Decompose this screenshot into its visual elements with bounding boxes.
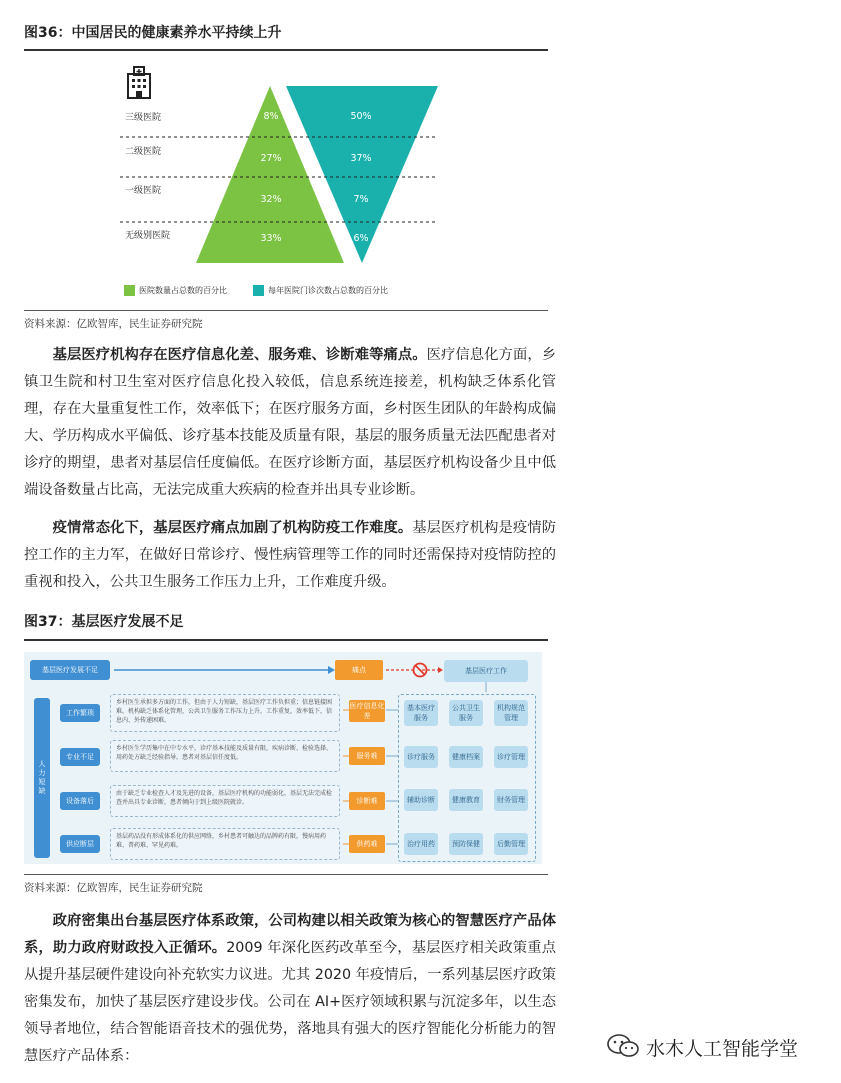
work-item-box: 诊疗服务 (404, 746, 438, 768)
figure-37-diagram (24, 652, 542, 864)
work-item-box: 财务管理 (494, 789, 528, 811)
figure-36-bottom-rule (24, 310, 548, 311)
figure-37-top-rule (24, 639, 548, 641)
paragraph-policy (24, 908, 556, 1070)
wechat-icon (606, 1032, 640, 1060)
level-label: 二级医院 (125, 147, 162, 157)
pain-point-box: 痛点 (335, 660, 383, 680)
legend-swatch-hospital (124, 285, 135, 296)
work-item-box: 辅助诊断 (404, 789, 438, 811)
figure-36-top-rule (24, 49, 548, 51)
paragraph-body: 基层医疗机构是疫情防控工作的主力军，在做好日常诊疗、慢性病管理等工作的同时还需保持对疫情防控的重视和投入，公共卫生服务工作压力上升，工作难度升级。 (24, 520, 557, 590)
cause-description: 乡村医生承担多方面的工作，但由于人力短缺，基层医疗工作负担重；信息链接困难，机构缺乏体系化管理，公共卫生服务工作压力上升，工作重复，效率低下，信息内、外传递困难。 (110, 694, 340, 732)
work-item-box: 后勤管理 (494, 833, 528, 855)
work-item-box: 健康档案 (449, 746, 483, 768)
hospital-pct-label: 27% (260, 153, 282, 164)
visit-pct-label: 7% (353, 194, 369, 205)
level-label: 三级医院 (125, 113, 162, 123)
legend-label-hospital: 医院数量占总数的百分比 (139, 286, 227, 295)
paragraph-lead: 政府密集出台基层医疗体系政策，公司构建以相关政策为核心的智慧医疗产品体系，助力政府财政投入正循环。 (24, 913, 556, 956)
visit-pct-label: 50% (350, 111, 372, 122)
result-box: 供药难 (349, 835, 385, 853)
cause-box: 设备落后 (60, 792, 100, 810)
hospital-pct-label: 8% (263, 111, 279, 122)
paragraph-info-gap (24, 342, 556, 504)
result-box: 诊断难 (349, 792, 385, 810)
work-item-box: 诊疗管理 (494, 746, 528, 768)
hospital-pct-label: 32% (260, 194, 282, 205)
cause-description: 由于缺乏专业检查人才及先进的设备，基层医疗机构的功能弱化，基层无法完成检查并出具专业诊断，患者倾向于到上级医院就诊。 (110, 785, 340, 817)
figure-37-source: 资料来源：亿欧智库，民生证券研究院 (24, 882, 203, 894)
watermark-text: 水木人工智能学堂 (646, 1038, 799, 1060)
legend-label-visits: 每年医院门诊次数占总数的百分比 (268, 286, 388, 295)
work-item-box: 健康教育 (449, 789, 483, 811)
cause-box: 供应断层 (60, 835, 100, 853)
work-category-box: 机构规范管理 (494, 700, 528, 726)
paragraph-lead: 基层医疗机构存在医疗信息化差、服务难、诊断难等痛点。 (52, 347, 427, 363)
visit-pct-label: 37% (350, 153, 372, 164)
cause-description: 基层药品没有形成体系化的供应网络，乡村患者可触达的品牌药有限，慢病用药难、普药难、罕见药难。 (110, 828, 340, 860)
hospital-pct-label: 33% (260, 233, 282, 244)
work-category-box: 公共卫生服务 (449, 700, 483, 726)
work-category-box: 基本医疗服务 (404, 700, 438, 726)
paragraph-body: 医疗信息化方面，乡镇卫生院和村卫生室对医疗信息化投入较低，信息系统连接差，机构缺乏体系化管理，存在大量重复性工作，效率低下；在医疗服务方面，乡村医生团队的年龄构成偏大、学历构成水平偏低、诊疗基本技能及质量有限，基层的服务质量无法匹配患者对诊疗的期望，患者对基层信任度偏低。在医疗诊断方面，基层医疗机构设备少且中低端设备数量占比高，无法完成重大疾病的检查并出具专业诊断。 (24, 347, 557, 498)
figure-36-source: 资料来源：亿欧智库，民生证券研究院 (24, 318, 203, 330)
work-item-box: 治疗用药 (404, 833, 438, 855)
level-label: 一级医院 (125, 186, 162, 196)
figure-36-title: 图36：中国居民的健康素养水平持续上升 (24, 25, 282, 41)
cause-box: 专业不足 (60, 748, 100, 766)
legend-swatch-visits (253, 285, 264, 296)
cause-box: 工作繁琐 (60, 704, 100, 722)
primary-care-shortfall-box: 基层医疗发展不足 (30, 660, 110, 680)
paragraph-lead: 疫情常态化下，基层医疗痛点加剧了机构防疫工作难度。 (52, 520, 413, 536)
prohibited-icon (412, 662, 428, 678)
paragraph-epidemic (24, 515, 556, 596)
figure-37-title: 图37：基层医疗发展不足 (24, 614, 184, 630)
figure-37-bottom-rule (24, 874, 548, 875)
visit-pct-label: 6% (353, 233, 369, 244)
result-box: 服务难 (349, 747, 385, 765)
result-box: 医疗信息化差 (349, 702, 385, 720)
primary-care-work-box: 基层医疗工作 (444, 660, 528, 682)
level-label: 无级别医院 (125, 231, 171, 241)
cause-description: 乡村医生学历集中在中专水平，诊疗基本技能及质量有限，疾病诊断、检验选择、用药处方缺乏经验指导，患者对基层信任度低。 (110, 740, 340, 772)
manpower-shortage-box: 人力短缺 (34, 698, 50, 858)
paragraph-body: 2009 年深化医药改革至今，基层医疗相关政策重点从提升基层硬件建设向补充软实力议进。尤其 2020 年疫情后，一系列基层医疗政策密集发布，加快了基层医疗建设步伐。公司在 AI+医疗领域积累与沉淀多年，以生态领导者地位，结合智能语音技术的强优势，落地具有强大的医疗智能化分析能力的智慧医疗产品体系： (24, 940, 556, 1064)
work-item-box: 预防保健 (449, 833, 483, 855)
